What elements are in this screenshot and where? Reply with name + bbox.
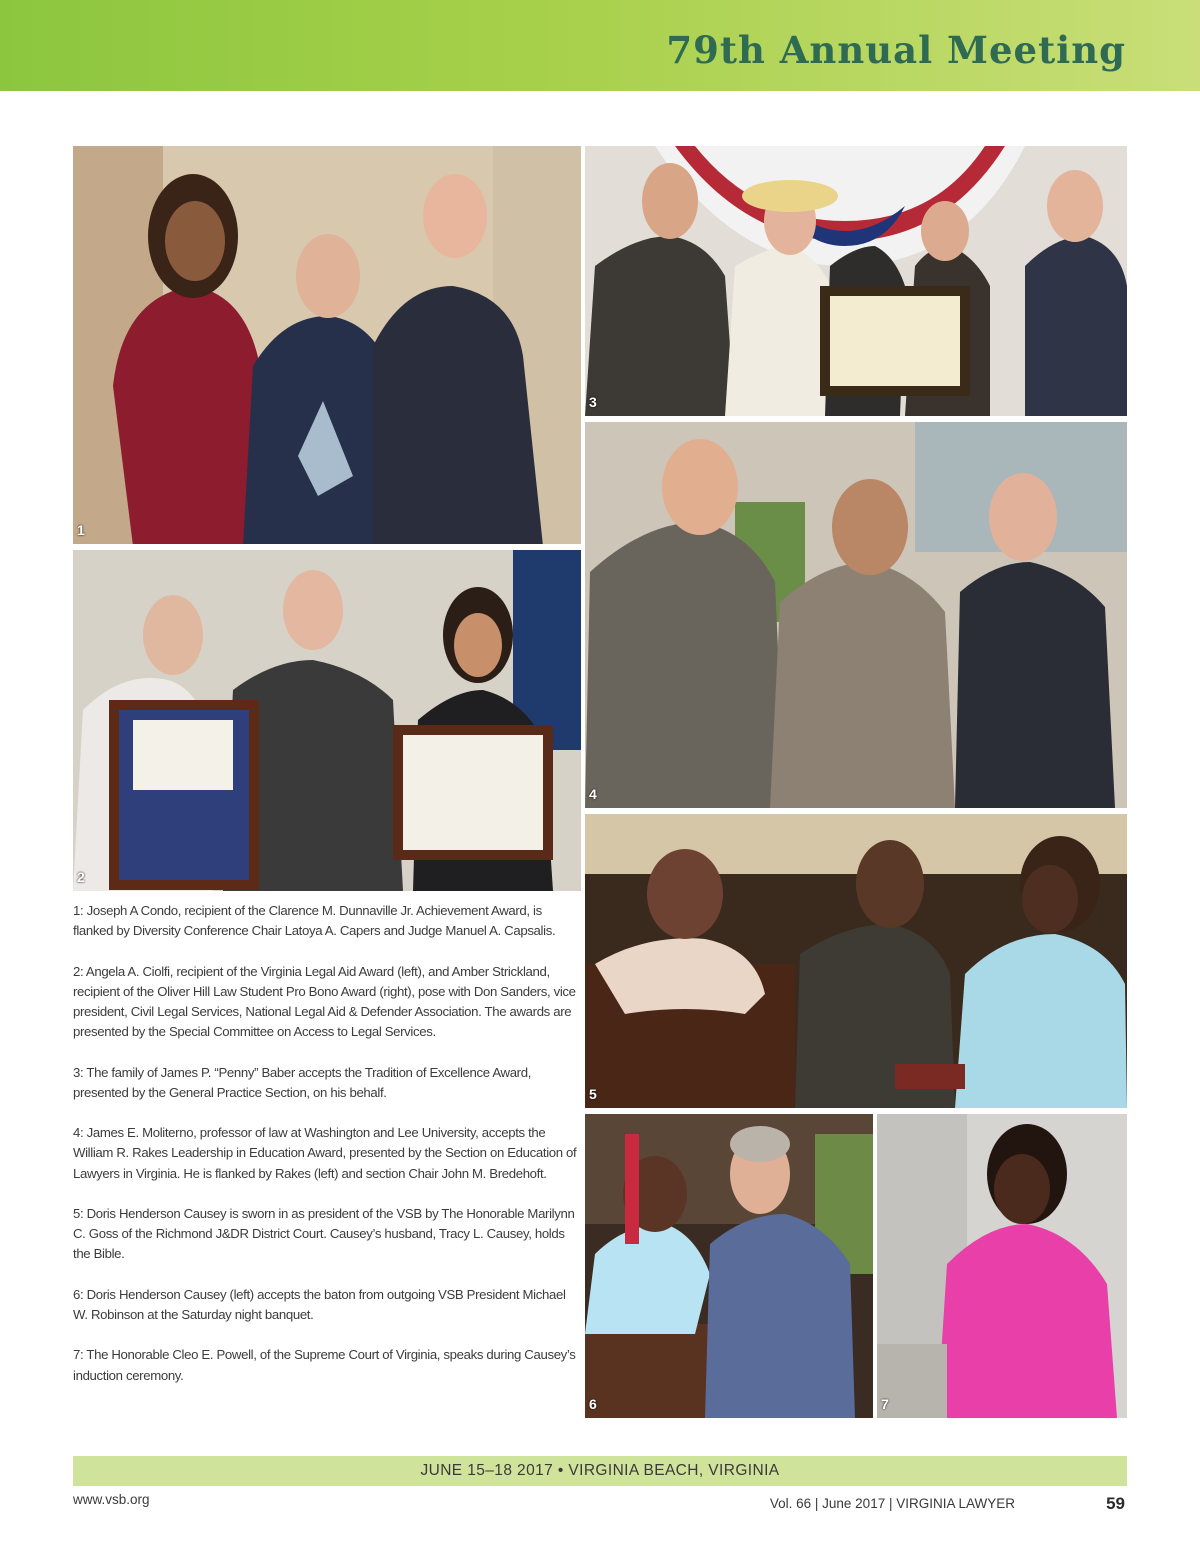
photo-3-image bbox=[585, 146, 1127, 416]
photo-number: 1 bbox=[77, 522, 85, 538]
photo-number: 3 bbox=[589, 394, 597, 410]
event-date-location: JUNE 15–18 2017 • VIRGINIA BEACH, VIRGINIA bbox=[420, 1462, 780, 1479]
photo-2 bbox=[73, 550, 581, 891]
photo-4 bbox=[585, 422, 1127, 808]
photo-7-image bbox=[877, 1114, 1127, 1418]
photo-5-image bbox=[585, 814, 1127, 1108]
caption-1: 1: Joseph A Condo, recipient of the Clarence M. Dunnaville Jr. Achievement Award, is flanked by Diversity Conference Chair Latoya A. Capers and Judge Manuel A. Capsalis. bbox=[73, 903, 556, 939]
issue-info: Vol. 66 | June 2017 | VIRGINIA LAWYER bbox=[769, 1496, 1015, 1511]
photo-number: 2 bbox=[77, 869, 85, 885]
caption-5: 5: Doris Henderson Causey is sworn in as president of the VSB by The Honorable Marilynn C. Goss of the Richmond J&DR District Court. Causey’s husband, Tracy L. Causey, holds the Bible. bbox=[73, 1205, 575, 1262]
photo-5 bbox=[585, 814, 1127, 1108]
header-band bbox=[0, 0, 1200, 91]
photo-6 bbox=[585, 1114, 873, 1418]
event-banner bbox=[73, 1456, 1127, 1486]
caption-2: 2: Angela A. Ciolfi, recipient of the Virginia Legal Aid Award (left), and Amber Strickland, recipient of the Oliver Hill Law Student Pro Bono Award (right), pose with Don Sanders, vice president, Civil Legal Services, National Legal Aid & Defender Association. The awards are presented by the Special Committee on Access to Legal Services. bbox=[73, 963, 576, 1040]
caption-4: 4: James E. Moliterno, professor of law at Washington and Lee University, accepts the William R. Rakes Leadership in Education Award, presented by the Section on Education of Lawyers in Virginia. He is flanked by Rakes (left) and section Chair John M. Bredehoft. bbox=[73, 1125, 577, 1181]
photo-1-image bbox=[73, 146, 581, 544]
photo-2-image bbox=[73, 550, 581, 891]
website-link[interactable]: www.vsb.org bbox=[73, 1492, 150, 1507]
photo-7 bbox=[877, 1114, 1127, 1418]
photo-number: 5 bbox=[589, 1086, 597, 1102]
photo-3 bbox=[585, 146, 1127, 416]
section-title: 79th Annual Meeting bbox=[666, 28, 1126, 72]
photo-1 bbox=[73, 146, 581, 544]
caption-7: 7: The Honorable Cleo E. Powell, of the Supreme Court of Virginia, speaks during Causey’s induction ceremony. bbox=[73, 1347, 576, 1383]
photo-number: 4 bbox=[589, 786, 597, 802]
photo-4-image bbox=[585, 422, 1127, 808]
caption-3: 3: The family of James P. “Penny” Baber accepts the Tradition of Excellence Award, presented by the General Practice Section, on his behalf. bbox=[73, 1064, 532, 1100]
photo-number: 7 bbox=[881, 1396, 889, 1412]
photo-6-image bbox=[585, 1114, 873, 1418]
photo-number: 6 bbox=[589, 1396, 597, 1412]
page-number: 59 bbox=[1106, 1494, 1125, 1513]
caption-6: 6: Doris Henderson Causey (left) accepts the baton from outgoing VSB President Michael W. Robinson at the Saturday night banquet. bbox=[73, 1286, 566, 1322]
photo-captions bbox=[73, 901, 578, 1406]
